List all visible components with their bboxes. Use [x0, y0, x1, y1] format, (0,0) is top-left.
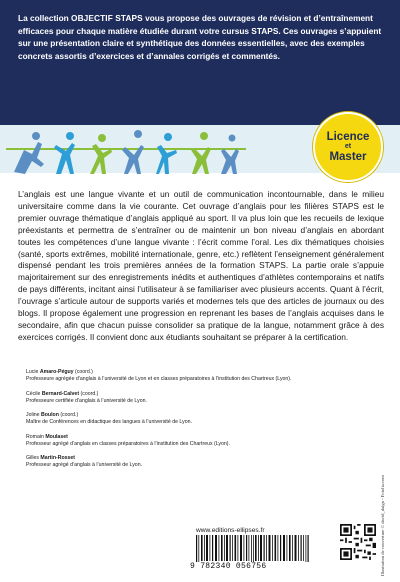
author-role: (coord.) — [58, 412, 79, 419]
author-description: Professeur agrégé d’anglais en classes préparatoires à l’institution des Chartreux (Lyon). — [26, 440, 230, 447]
author-description: Professeure agrégée d’anglais à l’université de Lyon et en classes préparatoires à l’institution des Chartreux (Lyon). — [26, 376, 292, 382]
book-description: L’anglais est une langue vivante et un outil de communication incontournable, dans le milieu universitaire comme dans la vie courante. Cet ouvrage d’anglais pour les filières STAPS est le premier ouvrage thématique d’anglais appliqué au sport. Il va plus loin que les recueils de lexique préexistants et permettra de s’entraîner ou de maintenir un bon niveau d’anglais en abordant toutes les compétences d’une langue vivante : l’écrit comme l’oral. Les dix thématiques choisies (santé, sports extrêmes, mobilité internationale, genre, etc.) reflètent l’enseignement généralement dispensé pendant les trois premières années de la formation STAPS. La partie orale s’appuie majoritairement sur des enregistrements inédits et authentiques d’athlètes contemporains et natifs de pays différents, incitant ainsi l’utilisateur à se familiariser avec plusieurs accents. Quant à l’écrit, l’ouvrage s’articule autour de supports variés et modernes tels que des articles de journaux ou des blogs. Il propose également une progression en reprenant les bases de l’anglais acquises dans le secondaire, afin que chacun puisse consolider sa pratique de la langue, notamment grâce à des exercices corrigés. Il convient donc aux étudiants souhaitant se préparer à la certification. — [18, 189, 384, 342]
isbn-number: 9 782340 056756 — [190, 562, 330, 571]
author-role: (coord.) — [79, 390, 99, 397]
author-description: Professeur agrégé d’anglais à l’université de Lyon. — [26, 462, 143, 469]
author-description: Professeure certifiée d’anglais à l’université de Lyon. — [26, 397, 147, 404]
badge-line-2: et — [344, 143, 352, 150]
badge-line-3: Master — [329, 151, 367, 163]
author-last-name: Amaro-Péguy — [39, 369, 74, 375]
author-first-name: Joline — [26, 412, 41, 419]
qr-code-icon — [340, 524, 376, 560]
publisher-website[interactable]: www.editions-ellipses.fr — [196, 527, 265, 534]
author-first-name: Lucie — [26, 369, 40, 375]
author-entry — [26, 434, 336, 448]
intro-text-2: vous propose des ouvrages de révision et d’entraînement efficaces pour chaque matière étudiée durant votre cursus STAPS. Ces ouvrages s’appuient sur une présentation claire et synthétique des données essentielles, avec des exemples concrets assortis d’exercices et d’annales corrigés et commentés. — [18, 13, 382, 61]
author-last-name: Martin-Rosset — [40, 455, 76, 462]
author-entry — [26, 369, 336, 383]
author-last-name: Boulon — [41, 412, 59, 419]
level-badge — [313, 112, 383, 182]
author-first-name: Gilles — [26, 455, 41, 462]
author-entry — [26, 391, 336, 405]
athletes-illustration — [6, 112, 246, 178]
author-entry — [26, 412, 336, 426]
author-first-name: Romain — [26, 433, 46, 440]
author-description: Maître de Conférences en didactique des langues à l’université de Lyon. — [26, 419, 192, 426]
author-role: (coord.) — [73, 369, 93, 375]
collection-name: OBJECTIF STAPS — [71, 13, 143, 23]
collection-intro — [18, 12, 384, 62]
authors-list — [26, 369, 336, 477]
author-first-name: Cécile — [26, 390, 42, 397]
cover-credit: Illustration de couverture © david_daign - Fotolia.com — [380, 475, 385, 576]
author-entry — [26, 455, 336, 469]
intro-text-1: La collection — [18, 13, 72, 23]
author-last-name: Moulaset — [45, 433, 68, 440]
author-last-name: Bernard-Calvet — [41, 390, 80, 397]
header-band — [0, 0, 400, 125]
badge-line-1: Licence — [326, 131, 370, 143]
